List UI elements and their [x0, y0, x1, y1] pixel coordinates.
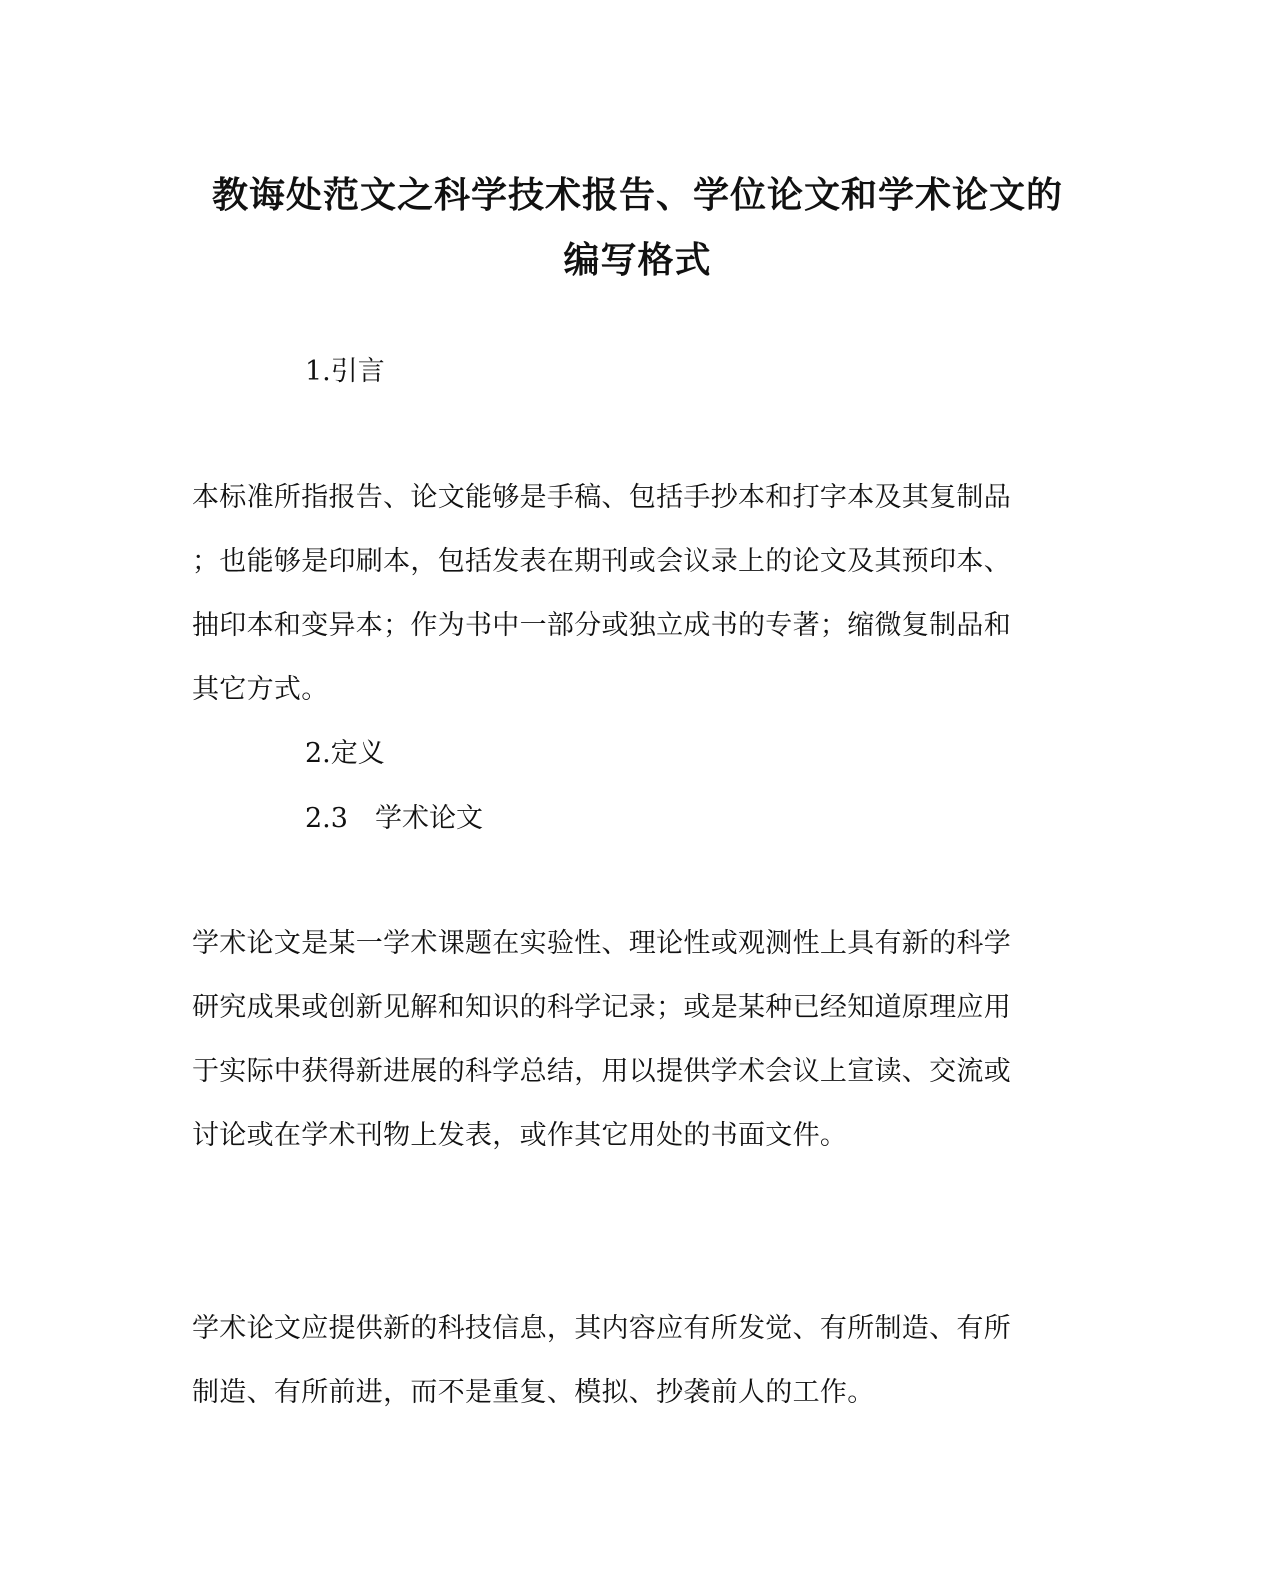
subsection-heading-academic-paper: 2.3 学术论文 — [305, 803, 483, 834]
section-heading-definitions: 2.定义 — [305, 738, 385, 769]
paragraph-line: 制造、有所前进，而不是重复、模拟、抄袭前人的工作。 — [192, 1377, 875, 1408]
paragraph-line: 学术论文应提供新的科技信息，其内容应有所发觉、有所制造、有所 — [192, 1313, 1011, 1344]
paragraph-line: 于实际中获得新进展的科学总结，用以提供学术会议上宣读、交流或 — [192, 1056, 1011, 1087]
paragraph-line: 其它方式。 — [192, 674, 329, 705]
document-title-line-2: 编写格式 — [563, 239, 712, 281]
document-title-line-1: 教诲处范文之科学技术报告、学位论文和学术论文的 — [211, 174, 1063, 216]
paragraph-line: 抽印本和变异本；作为书中一部分或独立成书的专著；缩微复制品和 — [192, 610, 1011, 641]
paragraph-line: 本标准所指报告、论文能够是手稿、包括手抄本和打字本及其复制品 — [192, 482, 1011, 513]
paragraph-line: ；也能够是印刷本，包括发表在期刊或会议录上的论文及其预印本、 — [192, 546, 1011, 577]
paragraph-line: 讨论或在学术刊物上发表，或作其它用处的书面文件。 — [192, 1120, 848, 1151]
paragraph-line: 学术论文是某一学术课题在实验性、理论性或观测性上具有新的科学 — [192, 928, 1011, 959]
section-heading-introduction: 1.引言 — [305, 356, 385, 387]
paragraph-line: 研究成果或创新见解和知识的科学记录；或是某种已经知道原理应用 — [192, 992, 1011, 1023]
